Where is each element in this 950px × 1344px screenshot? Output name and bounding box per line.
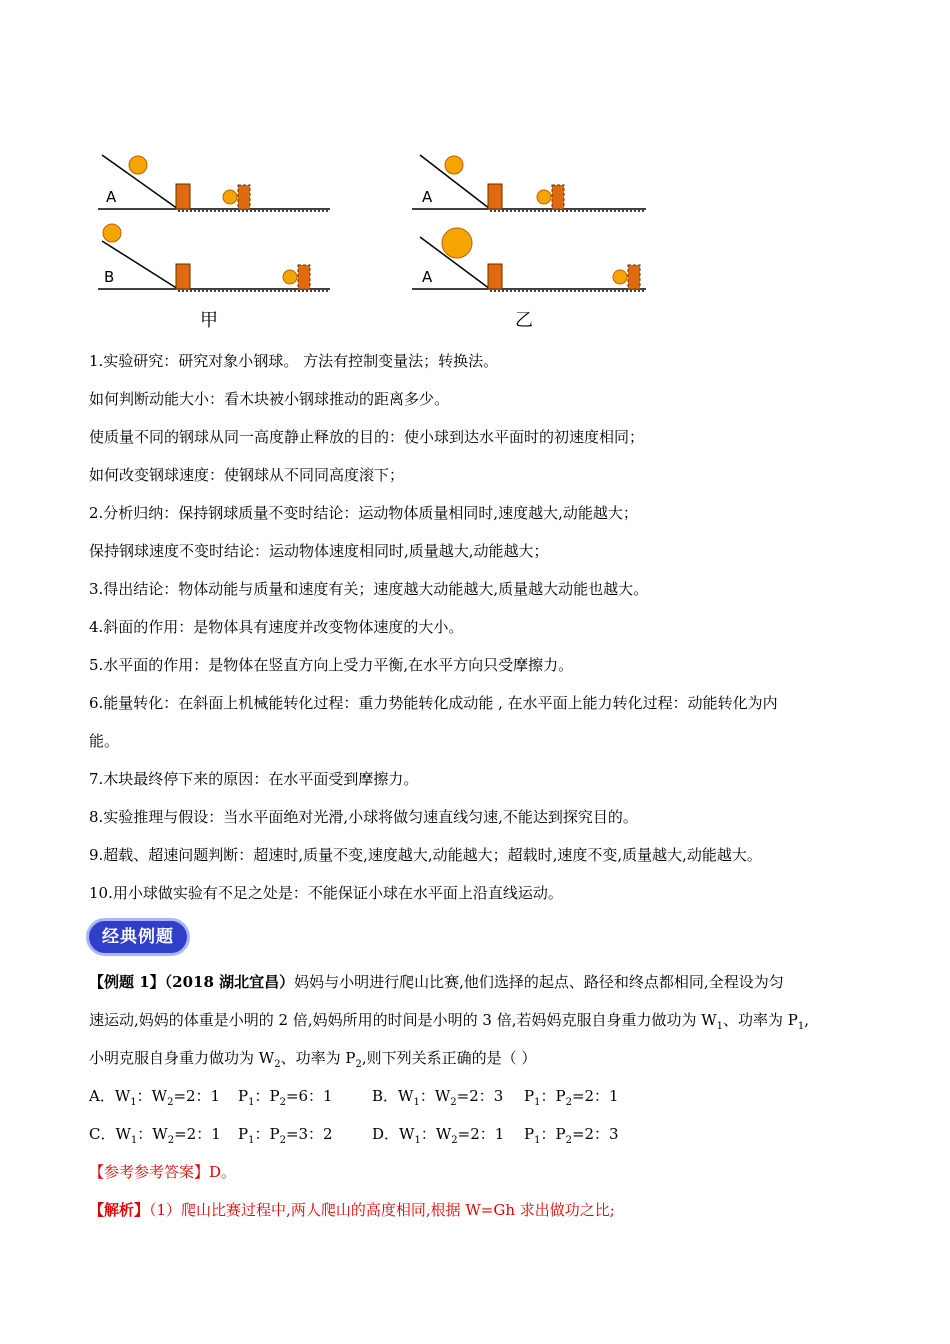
option-b-power: $P_1$：$P_2=2$：1 xyxy=(524,1087,619,1108)
text-line: 10.用小球做实验有不足之处是：不能保证小球在水平面上沿直线运动。 xyxy=(89,884,563,902)
example-line xyxy=(89,1047,536,1069)
option-b[interactable]: B．$W_1$：$W_2=2$：3 xyxy=(372,1087,504,1108)
example-text: , xyxy=(804,1011,810,1029)
example-text: 小明克服自身重力做功为 W xyxy=(89,1049,275,1067)
example-line xyxy=(89,1009,809,1031)
subscript: 1 xyxy=(797,1021,805,1032)
diagram-jia-bottom xyxy=(98,241,330,291)
label-a: A xyxy=(106,188,117,206)
block-pushed-far-icon xyxy=(283,265,310,289)
caption-yi: 乙 xyxy=(515,310,533,331)
text-line: 7.木块最终停下来的原因：在水平面受到摩擦力。 xyxy=(89,770,419,788)
text-line: 9.超载、超速问题判断：超速时,质量不变,速度越大,动能越大；超载时,速度不变,质量越大,动能越大。 xyxy=(89,846,762,864)
section-badge: 经典例题 xyxy=(86,918,190,956)
kinetic-energy-experiment-figure xyxy=(90,145,660,330)
wood-block xyxy=(176,184,190,209)
example-line xyxy=(89,971,784,993)
text-line: 能。 xyxy=(89,732,120,750)
wood-block xyxy=(176,264,190,289)
option-c[interactable]: C．$W_1$：$W_2=2$：1 xyxy=(89,1125,221,1146)
caption-jia: 甲 xyxy=(200,310,218,331)
subscript: 2 xyxy=(355,1059,362,1070)
text-line: 保持钢球速度不变时结论：运动物体速度相同时,质量越大,动能越大； xyxy=(89,542,549,560)
option-a-power: $P_1$：$P_2=6$：1 xyxy=(238,1087,333,1108)
ball-large xyxy=(442,228,472,258)
example-source: （2018 湖北宜昌） xyxy=(164,973,295,991)
text-line: 5.水平面的作用：是物体在竖直方向上受力平衡,在水平方向只受摩擦力。 xyxy=(89,656,574,674)
text-line: 1.实验研究：研究对象小钢球。 方法有控制变量法；转换法。 xyxy=(89,352,499,370)
label-a: A xyxy=(422,188,433,206)
option-c-power: $P_1$：$P_2=3$：2 xyxy=(238,1125,333,1146)
wood-block xyxy=(488,184,502,209)
text-line: 6.能量转化：在斜面上机械能转化过程：重力势能转化成动能 , 在水平面上能力转化过程：动能转化为内 xyxy=(89,694,778,712)
block-pushed-icon xyxy=(537,185,564,209)
analysis-line xyxy=(89,1199,615,1221)
text-line: 如何改变钢球速度：使钢球从不同同高度滚下； xyxy=(89,466,405,484)
text-line: 8.实验推理与假设：当水平面绝对光滑,小球将做匀速直线匀速,不能达到探究目的。 xyxy=(89,808,638,826)
example-text: 速运动,妈妈的体重是小明的 2 倍,妈妈所用的时间是小明的 3 倍,若妈妈克服自身重力做功为 W xyxy=(89,1011,717,1029)
option-a[interactable]: A．$W_1$：$W_2=2$：1 xyxy=(89,1087,221,1108)
answer: 【参考参考答案】D。 xyxy=(89,1163,237,1181)
analysis-label: 【解析】 xyxy=(89,1201,150,1219)
example-text: 妈妈与小明进行爬山比赛,他们选择的起点、路径和终点都相同,全程设为匀 xyxy=(294,973,784,991)
block-pushed-far-icon xyxy=(613,265,640,289)
analysis-text: （1）爬山比赛过程中,两人爬山的高度相同,根据 W=Gh 求出做功之比; xyxy=(149,1201,615,1219)
ball-small-high xyxy=(103,224,121,242)
text-line: 使质量不同的钢球从同一高度静止释放的目的：使小球到达水平面时的初速度相同； xyxy=(89,428,645,446)
label-a: A xyxy=(422,268,433,286)
ball-small xyxy=(445,156,463,174)
wood-block xyxy=(488,264,502,289)
subscript: 1 xyxy=(716,1021,724,1032)
text-line: 2.分析归纳：保持钢球质量不变时结论：运动物体质量相同时,速度越大,动能越大； xyxy=(89,504,638,522)
option-d[interactable]: D．$W_1$：$W_2=2$：1 xyxy=(372,1125,505,1146)
text-line: 如何判断动能大小：看木块被小钢球推动的距离多少。 xyxy=(89,390,450,408)
example-text: ,则下列关系正确的是（ ） xyxy=(361,1049,537,1067)
block-pushed-icon xyxy=(223,185,250,209)
label-b: B xyxy=(104,268,115,286)
example-text: 、功率为 P xyxy=(280,1049,356,1067)
example-prefix: 【例题 1】 xyxy=(89,973,165,991)
ball-small xyxy=(129,156,147,174)
subscript: 2 xyxy=(274,1059,281,1070)
text-line: 4.斜面的作用：是物体具有速度并改变物体速度的大小。 xyxy=(89,618,464,636)
option-d-power: $P_1$：$P_2=2$：3 xyxy=(524,1125,619,1146)
text-line: 3.得出结论：物体动能与质量和速度有关；速度越大动能越大,质量越大动能也越大。 xyxy=(89,580,649,598)
example-text: 、功率为 P xyxy=(723,1011,798,1029)
